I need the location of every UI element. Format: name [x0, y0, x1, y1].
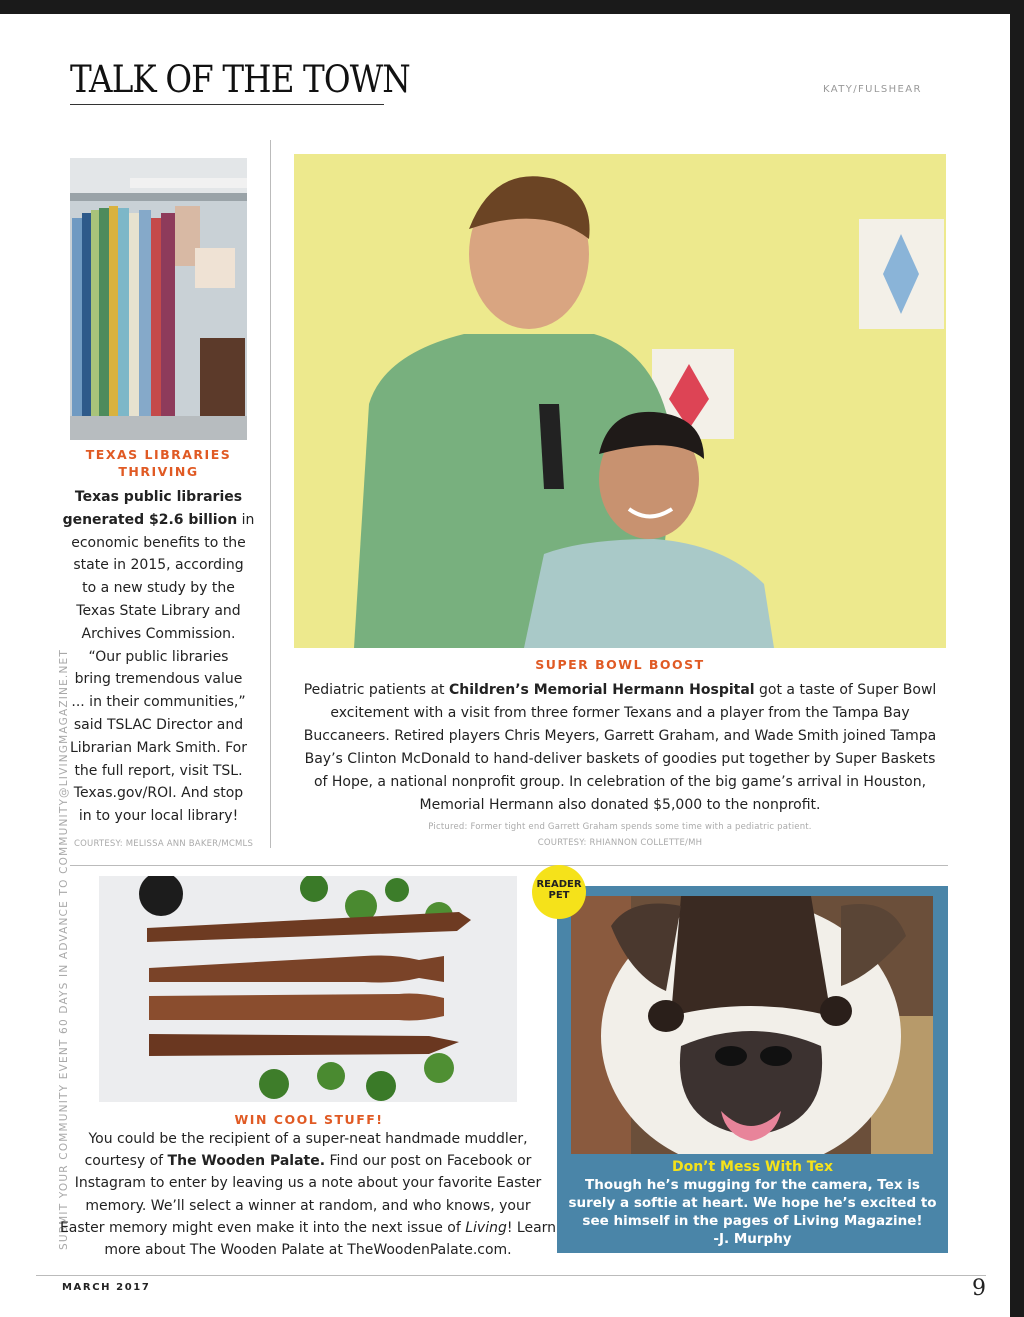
- libraries-text: state in 2015, according: [73, 557, 244, 574]
- badge-line1: READER: [536, 879, 582, 890]
- superbowl-heading: SUPER BOWL BOOST: [535, 657, 705, 672]
- libraries-text: ... in their communities,”: [71, 694, 246, 711]
- superbowl-text: got a taste of Super Bowl: [754, 682, 937, 698]
- win-line-5: [58, 1217, 558, 1239]
- superbowl-line: [294, 702, 946, 725]
- win-line-2-post: Find our post on Facebook or: [325, 1153, 532, 1170]
- superbowl-body: [294, 679, 946, 817]
- superbowl-line: [294, 771, 946, 794]
- issue-date: MARCH 2017: [62, 1282, 151, 1293]
- libraries-line: [62, 577, 255, 600]
- page-number: 9: [972, 1276, 986, 1301]
- top-bar: [0, 0, 1024, 14]
- libraries-body: [62, 486, 255, 828]
- muddler-photo: [99, 876, 517, 1102]
- win-heading: WIN COOL STUFF!: [234, 1112, 384, 1127]
- win-line-6: more about The Wooden Palate at TheWoodenPalate.com.: [104, 1242, 512, 1259]
- libraries-line: [62, 509, 255, 532]
- reader-pet-badge: [532, 865, 586, 919]
- libraries-heading-line1: TEXAS LIBRARIES: [85, 447, 232, 462]
- superbowl-text: excitement with a visit from three former Texans and a player from the Tampa Bay: [330, 705, 910, 721]
- libraries-line: [62, 691, 255, 714]
- superbowl-text: Buccaneers. Retired players Chris Meyers, Garrett Graham, and Wade Smith joined Tampa: [303, 728, 937, 744]
- bulldog-photo: [571, 896, 933, 1154]
- libraries-text: said TSLAC Director and: [73, 716, 244, 733]
- libraries-text: Archives Commission.: [81, 625, 236, 642]
- superbowl-line: [294, 748, 946, 771]
- region-label: KATY/FULSHEAR: [823, 84, 922, 95]
- superbowl-text: Bay’s Clinton McDonald to hand-deliver baskets of goodies put together by Super Baskets: [304, 751, 936, 767]
- win-line-4: memory. We’ll select a winner at random, and who knows, your: [85, 1197, 531, 1214]
- libraries-credit: COURTESY: MELISSA ANN BAKER/MCMLS: [74, 839, 254, 849]
- pet-caption-line-3: see himself in the pages of Living Magazine!: [582, 1213, 923, 1229]
- pet-caption-line-1: Though he’s mugging for the camera, Tex is: [585, 1177, 920, 1193]
- win-line-2-pre: courtesy of: [84, 1153, 168, 1170]
- libraries-text: Texas State Library and: [76, 602, 241, 619]
- win-line-2: [58, 1150, 558, 1172]
- libraries-line: [62, 646, 255, 669]
- submission-note: SUBMIT YOUR COMMUNITY EVENT 60 DAYS IN ADVANCE TO COMMUNITY@LIVINGMAGAZINE.NET: [58, 649, 70, 1250]
- win-line-5-pre: Easter memory might even make it into the next issue of: [59, 1219, 466, 1236]
- superbowl-line: [294, 794, 946, 817]
- wooden-muddlers-illustration: [99, 876, 517, 1102]
- pet-caption-line-4: -J. Murphy: [713, 1231, 792, 1247]
- libraries-line: [62, 737, 255, 760]
- page-title: TALK OF THE TOWN: [70, 58, 410, 101]
- win-line-3: Instagram to enter by leaving us a note about your favorite Easter: [74, 1175, 542, 1192]
- superbowl-text: Memorial Hermann also donated $5,000 to the nonprofit.: [419, 797, 821, 813]
- living-magazine-name: Living: [465, 1219, 507, 1236]
- libraries-heading: [70, 446, 247, 480]
- wooden-palate-name: The Wooden Palate.: [167, 1153, 326, 1170]
- right-edge-bar: [1010, 0, 1024, 1317]
- libraries-text: “Our public libraries: [88, 648, 229, 665]
- libraries-text: economic benefits to the: [71, 534, 246, 551]
- superbowl-text: of Hope, a national nonprofit group. In celebration of the big game’s arrival in Houston,: [313, 774, 927, 790]
- libraries-bold-text: Texas public libraries: [74, 489, 243, 505]
- libraries-text: bring tremendous value: [74, 671, 243, 688]
- libraries-text: to a new study by the: [82, 580, 235, 597]
- superbowl-line: [294, 725, 946, 748]
- libraries-line: [62, 668, 255, 691]
- library-bookshelf-illustration: [70, 158, 247, 440]
- libraries-line: [62, 554, 255, 577]
- title-underline: [70, 104, 384, 105]
- libraries-line: [62, 805, 255, 828]
- hospital-name: Children’s Memorial Hermann Hospital: [448, 682, 755, 698]
- libraries-text: in to your local library!: [78, 808, 239, 825]
- pet-caption-line-2: surely a softie at heart. We hope he’s excited to: [568, 1195, 937, 1211]
- win-line-5-post: ! Learn: [506, 1219, 557, 1236]
- libraries-text: Librarian Mark Smith. For: [70, 739, 247, 756]
- superbowl-visit-illustration: [294, 154, 946, 648]
- libraries-text: in: [237, 511, 255, 528]
- libraries-text: Texas.gov/ROI. And stop: [73, 785, 244, 802]
- libraries-heading-line2: THRIVING: [118, 464, 199, 479]
- libraries-line: [62, 760, 255, 783]
- reader-pet-caption: [557, 1158, 948, 1248]
- pet-caption-title: Don’t Mess With Tex: [671, 1159, 834, 1175]
- libraries-line: [62, 623, 255, 646]
- libraries-bold-text: generated $2.6 billion: [62, 511, 238, 528]
- section-divider: [70, 865, 948, 866]
- footer-rule: [36, 1275, 986, 1276]
- win-body: [58, 1128, 558, 1261]
- superbowl-line: [294, 679, 946, 702]
- libraries-line: [62, 600, 255, 623]
- badge-line2: PET: [548, 890, 570, 901]
- libraries-text: the full report, visit TSL.: [74, 762, 243, 779]
- superbowl-photo: [294, 154, 946, 648]
- libraries-line: [62, 486, 255, 509]
- win-line-1: You could be the recipient of a super-neat handmade muddler,: [88, 1131, 528, 1147]
- superbowl-text: Pediatric patients at: [303, 682, 449, 698]
- libraries-line: [62, 782, 255, 805]
- column-divider: [270, 140, 271, 848]
- superbowl-credit: COURTESY: RHIANNON COLLETTE/MH: [537, 838, 703, 848]
- libraries-line: [62, 714, 255, 737]
- library-photo: [70, 158, 247, 440]
- libraries-line: [62, 532, 255, 555]
- superbowl-pictured-caption: Pictured: Former tight end Garrett Graham spends some time with a pediatric patient.: [428, 822, 812, 832]
